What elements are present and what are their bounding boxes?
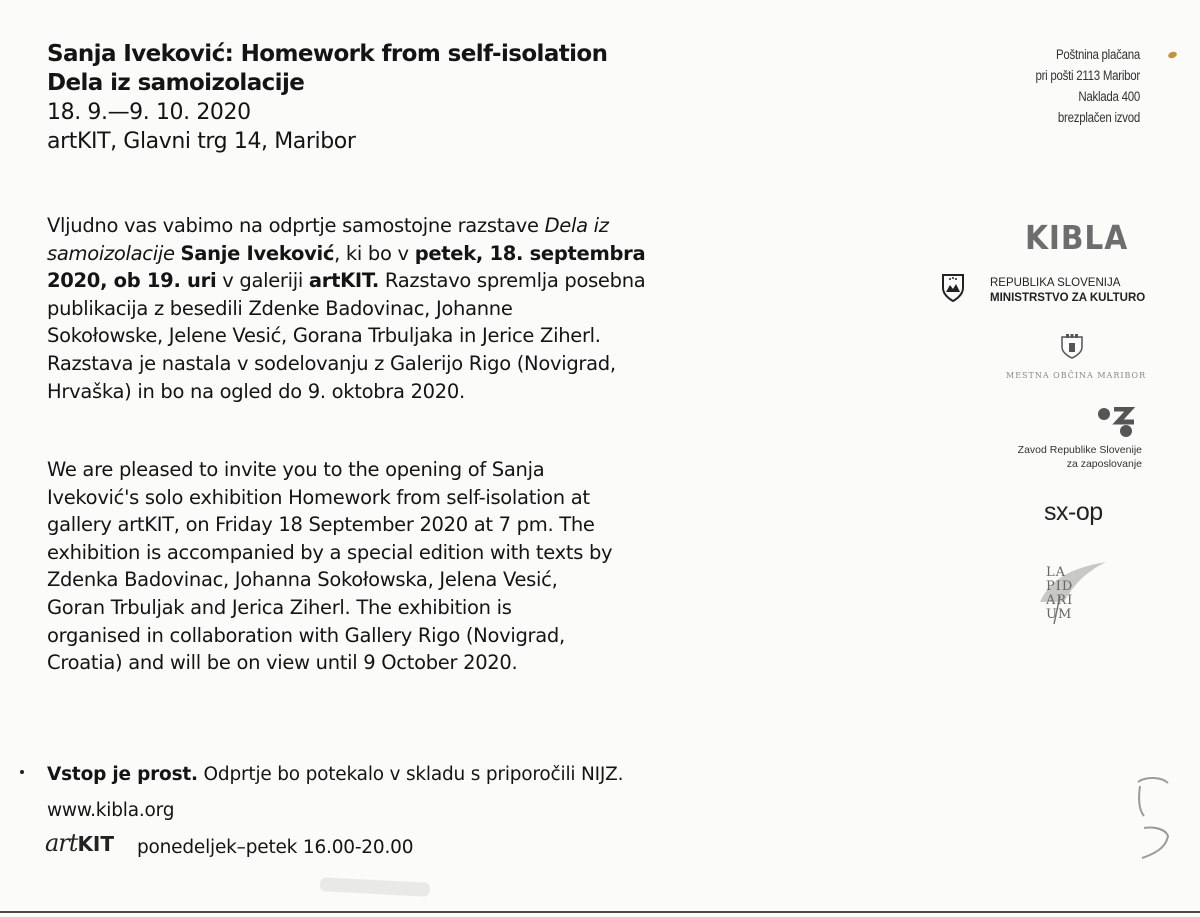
title-line-1: Sanja Iveković: Homework from self-isolation — [47, 41, 608, 67]
zavod-line-1: Zavod Republike Slovenije — [1017, 444, 1142, 456]
postage-notice — [1035, 44, 1140, 128]
postage-mark — [1167, 51, 1178, 60]
kibla-logo: KIBLA — [1025, 218, 1129, 257]
slovene-line-6: Razstava je nastala v sodelovanju z Galerijo Rigo (Novigrad, — [47, 351, 616, 375]
slovene-line-7: Hrvaška) in bo na ogled do 9. oktobra 2020. — [47, 379, 465, 403]
title-line-2: Dela iz samoizolacije — [47, 70, 305, 96]
slovene-line-1: Vljudno vas vabimo na odprtje samostojne razstave Dela iz — [47, 214, 609, 237]
lapidarium-line-4: UM — [1046, 607, 1073, 622]
lapidarium-line-1: LA — [1046, 565, 1067, 580]
english-line-2: Iveković's solo exhibition Homework from self-isolation at — [47, 485, 590, 509]
card-bottom-edge — [0, 911, 1200, 913]
slovene-line-2: samoizolacije Sanje Iveković, ki bo v petek, 18. septembra — [47, 241, 646, 265]
lapidarium-line-3: ARI — [1046, 593, 1074, 608]
english-line-5: Zdenka Badovinac, Johanna Sokołowska, Jelena Vesić, — [47, 568, 558, 592]
sxop-logo: sx-op — [1044, 498, 1103, 526]
postage-line-3: Naklada 400 — [1078, 89, 1140, 104]
zavod-line-2: za zaposlovanje — [1066, 458, 1142, 470]
english-line-6: Goran Trbuljak and Jerica Ziherl. The exhibition is — [47, 595, 512, 619]
english-line-1: We are pleased to invite you to the opening of Sanja — [47, 458, 545, 481]
english-line-8: Croatia) and will be on view until 9 October 2020. — [47, 651, 518, 675]
entry-notice: Vstop je prost. Odprtje bo potekalo v skladu s priporočili NIJZ. — [47, 764, 624, 785]
english-line-7: organised in collaboration with Gallery Rigo (Novigrad, — [47, 623, 565, 647]
maribor-municipality-text: MESTNA OBČINA MARIBOR — [1006, 371, 1147, 380]
english-invitation-paragraph — [47, 456, 667, 677]
lapidarium-line-2: PID — [1046, 579, 1074, 594]
artkit-logo: artKIT — [45, 829, 115, 857]
exhibition-venue: artKIT, Glavni trg 14, Maribor — [47, 129, 356, 154]
slovene-line-4: publikacija z besedili Zdenke Badovinac, Johanne — [47, 296, 513, 320]
slovene-invitation-paragraph — [47, 212, 667, 405]
handwritten-pencil-mark — [1130, 774, 1176, 864]
english-line-4: exhibition is accompanied by a special edition with texts by — [47, 540, 613, 564]
postage-line-4: brezplačen izvod — [1057, 110, 1140, 125]
website-link[interactable]: www.kibla.org — [47, 800, 175, 821]
employment-service-icon — [1096, 407, 1140, 437]
slovenia-coat-of-arms-icon — [940, 272, 966, 304]
english-line-3: gallery artKIT, on Friday 18 September 2020 at 7 pm. The — [47, 513, 595, 537]
postage-line-2: pri pošti 2113 Maribor — [1035, 68, 1140, 83]
ministry-of-culture-text — [990, 276, 1145, 306]
invitation-header — [47, 40, 667, 156]
maribor-crest-icon — [1060, 333, 1084, 359]
scan-smudge — [320, 877, 431, 897]
ministry-line-2: MINISTRSTVO ZA KULTURO — [990, 292, 1146, 304]
slovene-line-3: 2020, ob 19. uri v galeriji artKIT. Razstavo spremlja posebna — [47, 269, 646, 293]
employment-service-text — [1018, 443, 1142, 471]
bullet-dot — [20, 770, 24, 774]
opening-hours: ponedeljek–petek 16.00-20.00 — [137, 837, 414, 858]
lapidarium-logo — [1046, 566, 1073, 622]
ministry-line-1: REPUBLIKA SLOVENIJA — [990, 277, 1121, 289]
slovene-line-5: Sokołowske, Jelene Vesić, Gorana Trbuljaka in Jerice Ziherl. — [47, 324, 601, 348]
postage-line-1: Poštnina plačana — [1056, 47, 1140, 62]
exhibition-dates: 18. 9.—9. 10. 2020 — [47, 100, 251, 125]
